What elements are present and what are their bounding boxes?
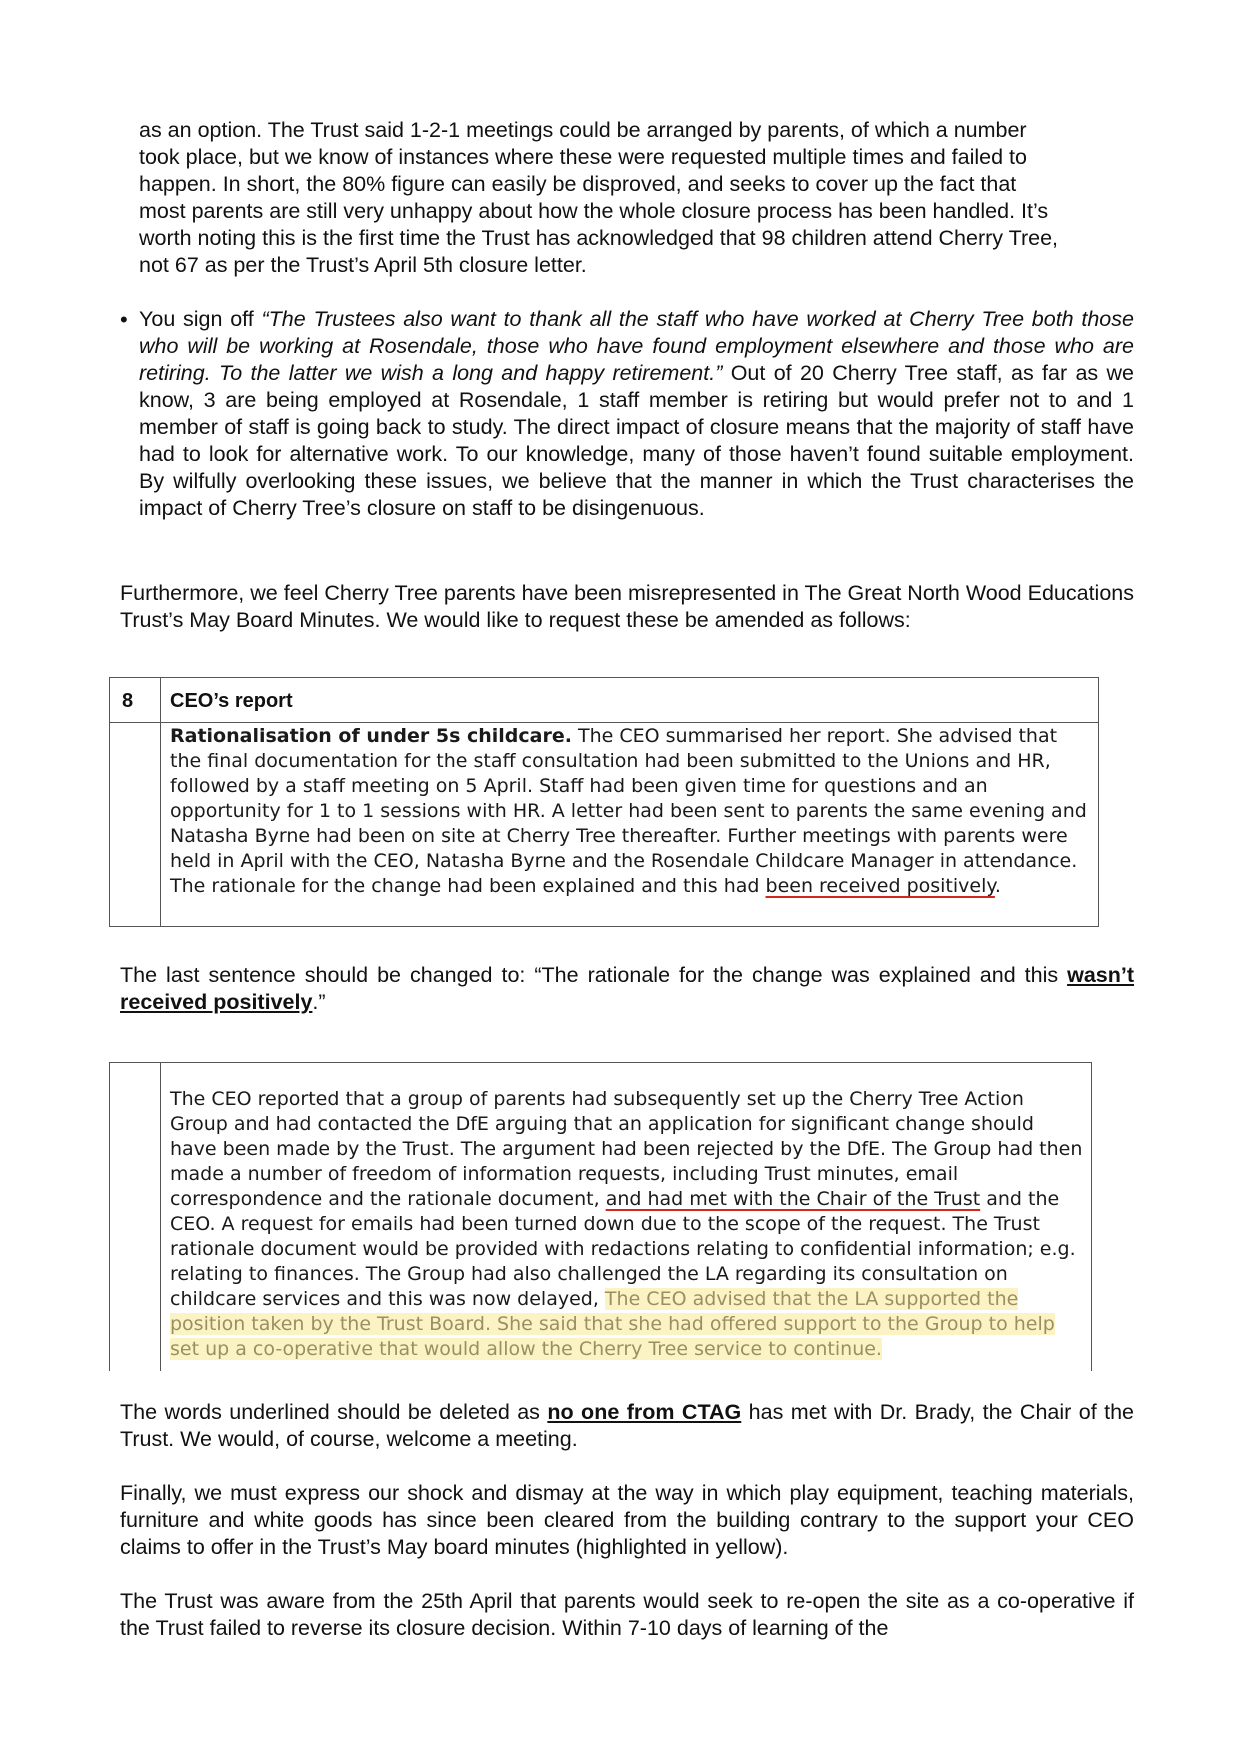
bullet-lead: You sign off — [139, 307, 262, 331]
highlighted-passage: The CEO advised that the LA supported the position taken by the Trust Board. She said that she had offered support to the Group to help set up a co-operative that would allow the Cherry Tree service to continue. — [170, 1288, 1055, 1360]
bullet-rest: Out of 20 Cherry Tree staff, as far as we know, 3 are being employed at Rosendale, 1 staff member is retiring but would prefer not to and 1 member of staff is going back to study. The direct impact of closure means that the majority of staff have had to look for alternative work. To our knowledge, many of those haven’t found suitable employment. By wilfully overlooking these issues, we believe that the manner in which the Trust characterises the impact of Cherry Tree’s closure on staff to be disingenuous. — [139, 361, 1134, 520]
section-title: CEO’s report — [170, 690, 293, 712]
column-divider — [160, 1063, 161, 1371]
minutes-excerpt-action-group — [109, 1062, 1092, 1371]
ceo-report-text — [170, 724, 1090, 899]
words-emphasis: no one from CTAG — [547, 1400, 742, 1424]
group-body: The CEO reported that a group of parents had subsequently set up the Cherry Tree Action Group and had contacted the DfE arguing that an application for significant change should have been made by the Trust. The argument had been rejected by the DfE. The Group had then made a number of freedom of information requests, including Trust minutes, email correspondence and the rationale document, — [170, 1088, 1083, 1210]
paragraph-words-underlined — [120, 1399, 1134, 1453]
words-end: has met with Dr. Brady, the Chair of the Trust. We would, of course, welcome a meeting. — [120, 1400, 1134, 1451]
paragraph-continuation — [139, 117, 1134, 279]
report-end: . — [994, 875, 1001, 897]
paragraph-furthermore: Furthermore, we feel Cherry Tree parents have been misrepresented in The Great North Wood Educations Trust’s May Board Minutes. We would like to request these be amended as follows: — [120, 581, 1134, 632]
group-body-middle: and the CEO. A request for emails had been turned down due to the scope of the request. The Trust rationale document would be provided with redactions relating to confidential information; e.g. relating to finances. The Group had also challenged the LA regarding its consultation on childcare services and this was now delayed, — [170, 1188, 1076, 1310]
text-line: worth noting this is the first time the Trust has acknowledged that 98 children attend Cherry Tree, — [139, 226, 1058, 250]
minutes-excerpt-ceo-report — [109, 677, 1099, 927]
trustees-quote: “The Trustees also want to thank all the staff who have worked at Cherry Tree both those who will be working at Rosendale, those who have found employment elsewhere and those who are retiring. To the latter we wish a long and happy retirement.” — [139, 307, 1134, 385]
bold-lead: Rationalisation of under 5s childcare. — [170, 725, 572, 747]
text-line: most parents are still very unhappy about how the whole closure process has been handled. It’s — [139, 199, 1049, 223]
correction-emphasis: wasn’t received positively — [120, 963, 1134, 1014]
report-body: The CEO summarised her report. She advised that the final documentation for the staff consultation had been submitted to the Unions and HR, followed by a staff meeting on 5 April. Staff had been given time for questions and an opportunity for 1 to 1 sessions with HR. A letter had been sent to parents the same evening and Natasha Byrne had been on site at Cherry Tree thereafter. Further meetings with parents were held in April with the CEO, Natasha Byrne and the Rosendale Childcare Manager in attendance. The rationale for the change had been explained and this had — [170, 725, 1087, 897]
text-line: as an option. The Trust said 1-2-1 meetings could be arranged by parents, of which a number — [139, 118, 1027, 142]
correction-text: The last sentence should be changed to: “The rationale for the change was explained and this — [120, 963, 1068, 987]
paragraph-last-sentence — [120, 962, 1134, 1016]
words-text: The words underlined should be deleted as — [120, 1400, 548, 1424]
underlined-phrase: and had met with the Chair of the Trust — [605, 1188, 981, 1210]
correction-end: .” — [312, 990, 326, 1014]
column-divider — [160, 678, 161, 926]
text-line: not 67 as per the Trust’s April 5th closure letter. — [139, 253, 587, 277]
bullet-paragraph-staff — [139, 306, 1134, 522]
paragraph-trust-aware: The Trust was aware from the 25th April that parents would seek to re-open the site as a co-operative if the Trust failed to reverse its closure decision. Within 7-10 days of learning of the — [120, 1589, 1134, 1640]
underlined-phrase: been received positively — [765, 875, 995, 897]
item-number: 8 — [122, 690, 134, 712]
action-group-text — [170, 1087, 1085, 1362]
text-line: happen. In short, the 80% figure can easily be disproved, and seeks to cover up the fact that — [139, 172, 1017, 196]
bullet-icon: • — [120, 307, 128, 332]
paragraph-finally: Finally, we must express our shock and dismay at the way in which play equipment, teaching materials, furniture and white goods has since been cleared from the building contrary to the support your CEO claims to offer in the Trust’s May board minutes (highlighted in yellow). — [120, 1481, 1134, 1559]
text-line: took place, but we know of instances where these were requested multiple times and failed to — [139, 145, 1027, 169]
